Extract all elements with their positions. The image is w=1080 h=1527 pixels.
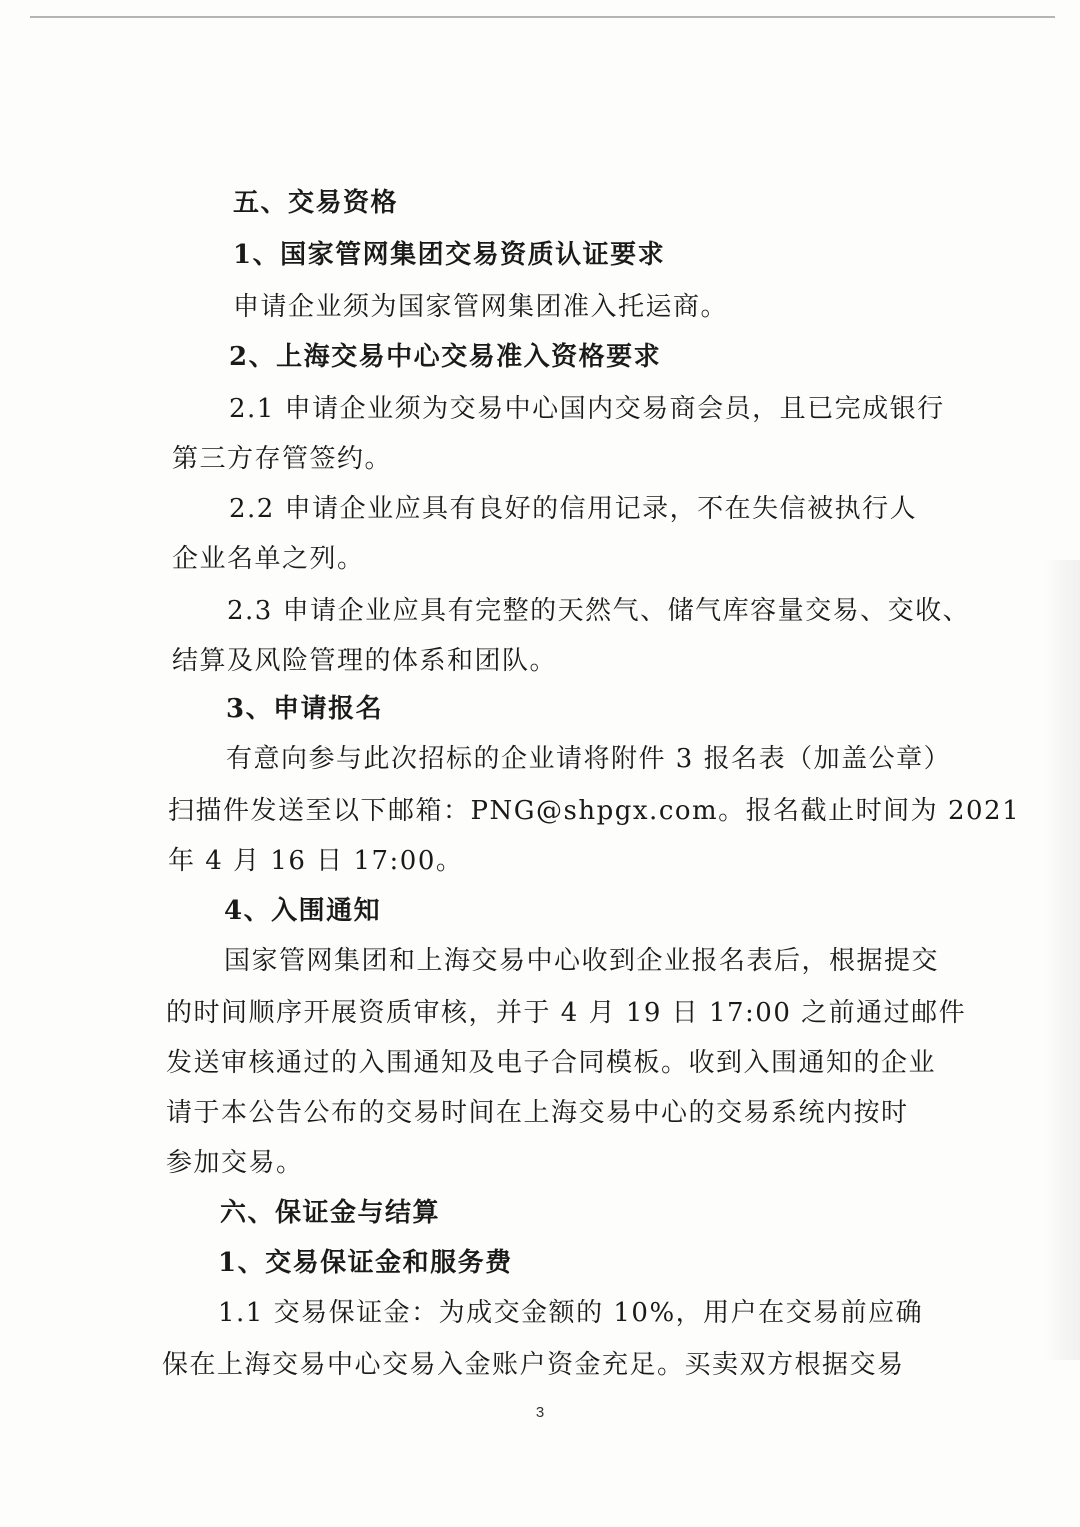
section-heading-five: 五、交易资格 — [233, 188, 399, 218]
paragraph-line: 企业名单之列。 — [172, 544, 365, 574]
section-heading-six: 六、保证金与结算 — [220, 1198, 441, 1228]
paragraph-line: 第三方存管签约。 — [172, 444, 393, 474]
paragraph-line: 参加交易。 — [166, 1148, 304, 1178]
paragraph-line: 2.2 申请企业应具有良好的信用记录，不在失信被执行人 — [229, 494, 918, 524]
subsection-title-2: 2、上海交易中心交易准入资格要求 — [229, 342, 662, 372]
paragraph-line: 年 4 月 16 日 17:00。 — [168, 846, 464, 876]
paragraph-line: 申请企业须为国家管网集团准入托运商。 — [233, 292, 729, 322]
page-number: 3 — [535, 1404, 545, 1421]
subsection-title-1: 1、国家管网集团交易资质认证要求 — [233, 240, 666, 270]
paragraph-line: 2.1 申请企业须为交易中心国内交易商会员，且已完成银行 — [229, 394, 945, 424]
paragraph-line: 发送审核通过的入围通知及电子合同模板。收到入围通知的企业 — [166, 1048, 937, 1078]
paragraph-line: 扫描件发送至以下邮箱：PNG@shpgx.com。报名截止时间为 2021 — [168, 796, 1021, 826]
paragraph-line: 保在上海交易中心交易入金账户资金充足。买卖双方根据交易 — [162, 1350, 905, 1380]
paragraph-line: 有意向参与此次招标的企业请将附件 3 报名表（加盖公章） — [226, 744, 952, 774]
paragraph-line: 请于本公告公布的交易时间在上海交易中心的交易系统内按时 — [166, 1098, 909, 1128]
scan-shadow — [1042, 560, 1080, 1360]
paragraph-line: 1.1 交易保证金：为成交金额的 10%，用户在交易前应确 — [218, 1298, 924, 1328]
paragraph-line: 结算及风险管理的体系和团队。 — [172, 646, 558, 676]
subsection-title-6-1: 1、交易保证金和服务费 — [218, 1248, 513, 1278]
top-rule — [30, 16, 1055, 18]
paragraph-line: 2.3 申请企业应具有完整的天然气、储气库容量交易、交收、 — [227, 596, 971, 626]
subsection-title-3: 3、申请报名 — [226, 694, 384, 724]
subsection-title-4: 4、入围通知 — [224, 896, 382, 926]
paragraph-line: 国家管网集团和上海交易中心收到企业报名表后，根据提交 — [224, 946, 940, 976]
paragraph-line: 的时间顺序开展资质审核，并于 4 月 19 日 17:00 之前通过邮件 — [166, 998, 967, 1028]
